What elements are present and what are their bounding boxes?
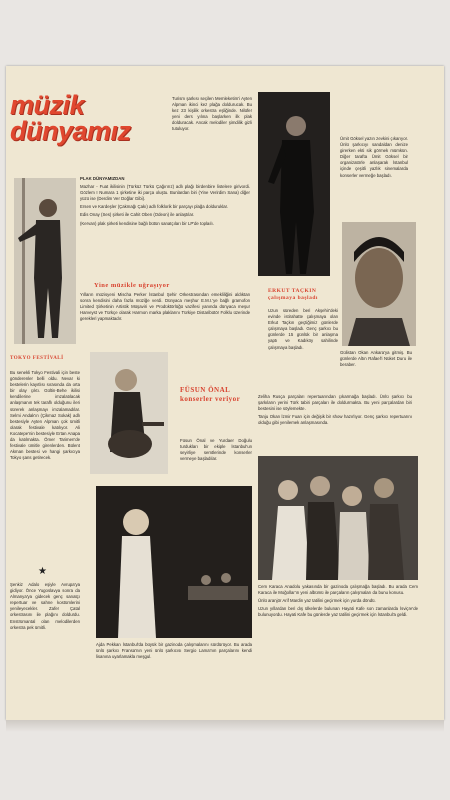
logo-line-2: dünyamız	[10, 116, 131, 146]
logo-line-1: müzik	[10, 90, 85, 120]
erkut-title: ERKUT TAÇKIN çalışmaya başladı	[268, 288, 318, 301]
gulistan-text: Gülistan Okan Ankara'ya gitmiş. Bu günlerde Altın Rafael'i Nüket Duru ile beraber.	[340, 350, 412, 368]
plak-block	[80, 176, 250, 272]
zeliha-p2: Tanju Okan İzmir Fuarı için değişik bir show hazırlıyor. Genç şarkıcı repertuarını olduğu gibi yenilemek anlaşmasında.	[258, 414, 412, 426]
section-logo	[10, 92, 150, 144]
intro-text: Turism şarkısı seçilen Memleketim'i Ayten Alpman ikinci kez plağa doldurucak. Bu kez 23 kişilik orkestra eşliğinde. Nilüfer yeni ders yılına başlarken ilk plak dolduracak. Ancak melodiler şimdilik gizli tutuluyor.	[172, 96, 252, 132]
muzikle-text: Yılların müzisyeni Mischa Perker İstanbul Şehir Orkestrasından emekliliğini aldıktan sonra kendisini daha fazla müziğe verdi. Dünyaca meşhur E.M.I.'ye bağlı gramofon Limited Şirketinin Artistik Müşaviri ve Prodüktörlüğü vazifesi yanında dünyaca meşur Harveyst ve Türkçe olarak Harmon marka plaklarını Türkiye Distaribütör Folklu üzerinde gerekleri yapmaktadır.	[80, 292, 250, 322]
umit-text: Ümit Göksel yazın zevkini çıkarıyor. Ünlü şarkıcıyı sandaldan denize girerken ekti sik görmek mümkün. Diğer tarafta Ümit Göksel bir organizatörle anlaşarak İstanbul içinde çeşitli yazlık sinemalarda konserler vermeğe başladı.	[340, 136, 408, 178]
photo-portrait	[342, 222, 416, 346]
zeliha-block	[258, 394, 412, 448]
page-shadow	[6, 720, 444, 732]
photo-band	[258, 456, 418, 580]
star-icon: ★	[38, 566, 47, 577]
erkut-text: Uzun süreden beri Akşehir'deki evinde istirahatte çalışmaya olan Erkut Taçkın geçtiğimiz günlerde çalışmaya başladı. Genç şarkıcı bu günlerde 15 günlük bir anlaşma yaptı ve Kadıköy sahilinde çalışmaya başladı.	[268, 308, 338, 350]
plak-p4: (Kervan) plak şirketi kendisine bağlı bütün sanatçıları bir LP'de toplaılı.	[80, 220, 214, 226]
sehriz-text: Şenkiz Adalo eşiyle Avrupa'ya gidiyor. Önce Yugoslavya sonra da Almanya'ya gidecek genç sanatçı repertuar ve sahne kostümlerini yenileyecekler. Zafer Çatal orkestrasını ile plağını doldurdu. Enstrümantal olan melodilerden orkestra pek ümitli.	[10, 582, 80, 630]
fusun-title: FÜSUN ÖNAL konserler veriyor	[180, 386, 241, 403]
cem-p3: Uzun yıllardan beri dış ülkelerde bulunan Hayati Kafe son zamanlarda İsviçre'de bulunuyordu. Hayati Kafe bu günlerde yaz tatilini geçirmek için İstanbul'a geldi.	[258, 606, 418, 618]
muzikle-title: Yine müzikle uğraşıyor	[94, 282, 170, 289]
plak-p1: Mazhar - Fuat ikilisinin (Türküz Türkü Çağırırız) adlı plağı birdenbire listelere girivordi. Gözlem I Numara 1 şirketine iki parça oluştu. Bunlardan biri (Yine Verirdim Sana) diğer yüzü ise (Derdim Ver Doğlar Gibi).	[80, 184, 250, 202]
cem-block	[258, 584, 418, 696]
ajda-text: Ajda Pekkan İstanbul'da büyük bir gazinoda çalışmalarını sürdürüyor. Bu arada ünlü şarkıcı Fransa'nın yeni ünlü şarkıcısı Sergio Lama'nın parçalarını kendi lisanına uyarlamakla meşgul.	[96, 642, 252, 660]
photo-stage	[96, 486, 252, 638]
tokyo-title: TOKYO FESTİVALİ	[10, 356, 64, 361]
photo-guitarist	[90, 352, 168, 474]
plak-title: PLAK DÜNYAMIZDAN	[80, 176, 125, 181]
zeliha-p1: Zeliha Rusça parçaları repertuarından çıkarmağa başladı. Ünlü şarkıcı bu şarkıların yerini Türk tabiri parçaları ile doldurmakta. Bu yeni parçalardan biri bestesini ise söylemekte.	[258, 394, 412, 412]
cem-p2: Ünlü aranjör Arif Mardin yaz tatilini geçirmek için yurda döndü.	[258, 598, 376, 604]
photo-singer-standing	[258, 92, 330, 276]
cem-p1: Cem Karaca Anadolu yakasında bir gazinoda çalışmağa başladı. Bu arada Cem Karaca ile Moğollar'ın yeni albümü ile parçaların çalışmaları da bunu konusu.	[258, 584, 418, 596]
plak-p2: Ersen ve Kardeşler (Çakmağı Çakı) adlı folklorik bir parçayı plağa dolduruklar.	[80, 204, 229, 210]
fusun-text: Füsun Önal ve Yurdaer Doğulu turdukları bir ekiple İstanbul'un seyirliye semtlerinde konserler vermeye başladılar.	[180, 438, 252, 462]
tokyo-text: Bu senekli Tokyo Festivali için beste gönderenler belli oldu. Nevar ki bestelerin kayıtlısı sırasında da orta bir olay çıktı. Gültin-Behe ikilisi kendilerine imzalatılacak anlaşmanın tek taraflı olduğunu ileri sürerek anlaşmayı imzalamadılar. Selmi Andak'ın (Çikmaz Sokak) adlı bestesiyle Ayten Alpman çok ümitli olarak festivale katılıyor. Ali Kocatepe'nin bestesiyle Ertan Anapa da katılmakta. Ömer Tarimen'de festivale ümitle girenlerden. Bülent Akman bestesi ve hangi şarkıcıya Tokyo şans getirecek.	[10, 370, 80, 461]
photo-singer-pointing	[14, 178, 76, 344]
plak-p3: Edis Onay (Ses) şirketi ile Cahit Oben (Odeon) ile anlaştılar.	[80, 212, 195, 218]
